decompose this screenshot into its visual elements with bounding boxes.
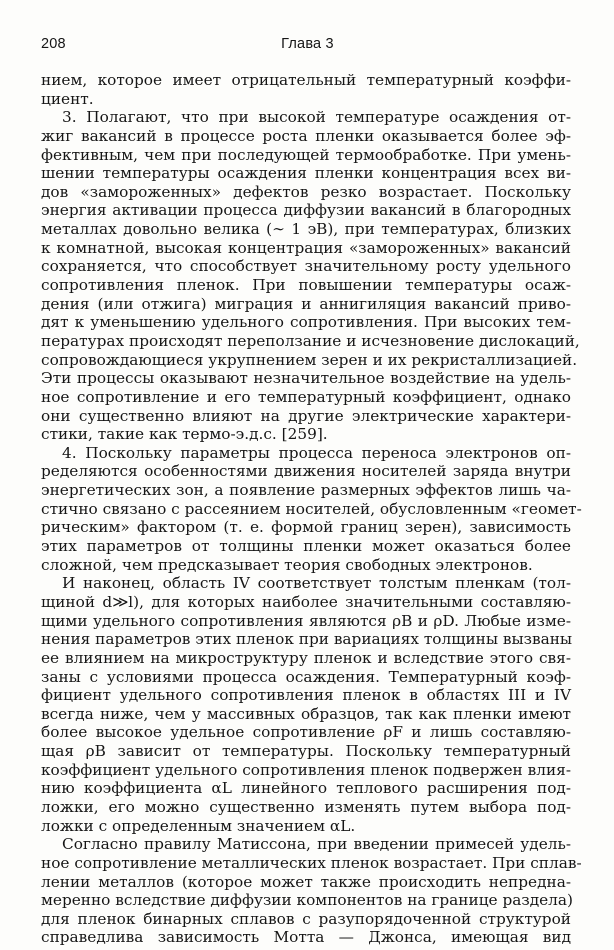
text-line: коэффициент удельного сопротивления пленок подвержен влия-: [41, 760, 571, 779]
text-line: сохраняется, что способствует значительному росту удельного: [41, 257, 571, 276]
text-line: Эти процессы оказывают незначительное воздействие на удель-: [41, 369, 571, 388]
text-line: более высокое удельное сопротивление ρF и лишь составляю-: [41, 723, 571, 742]
text-line: энергетических зон, а появление размерных эффектов лишь ча-: [41, 481, 571, 500]
running-header: [41, 36, 574, 58]
text-line: ее влиянием на микроструктуру пленок и вследствие этого свя-: [41, 648, 571, 667]
text-line: ное сопротивление металлических пленок возрастает. При сплав-: [41, 853, 582, 872]
text-line: 4. Поскольку параметры процесса переноса электронов оп-: [62, 443, 571, 462]
text-line: ложки с определенным значением αL.: [41, 816, 356, 835]
text-line: ное сопротивление и его температурный коэффициент, однако: [41, 387, 571, 406]
text-line: меренно вследствие диффузии компонентов на границе раздела): [41, 891, 573, 910]
text-line: справедлива зависимость Мотта — Джонса, имеющая вид: [41, 928, 571, 947]
text-line: Согласно правилу Матиссона, при введении примесей удель-: [62, 835, 571, 854]
text-line: они существенно влияют на другие электрические характери-: [41, 406, 571, 425]
text-line: фициент удельного сопротивления пленок в областях III и IV: [41, 686, 571, 705]
text-line: пературах происходят переползание и исчезновение дислокаций,: [41, 331, 580, 350]
text-line: дят к уменьшению удельного сопротивления. При высоких тем-: [41, 313, 571, 332]
chapter-title: Глава 3: [281, 36, 334, 52]
text-line: 3. Полагают, что при высокой температуре осаждения от-: [62, 108, 571, 127]
text-line: нием, которое имеет отрицательный температурный коэффи-: [41, 71, 571, 89]
page-number: 208: [41, 36, 66, 52]
text-line: щими удельного сопротивления являются ρB и ρD. Любые изме-: [41, 611, 571, 630]
text-line: нию коэффициента αL линейного теплового расширения под-: [41, 779, 571, 798]
text-line: нения параметров этих пленок при вариациях толщины вызваны: [41, 630, 573, 649]
text-line: для пленок бинарных сплавов с разупорядоченной структурой: [41, 909, 571, 928]
text-line: дов «замороженных» дефектов резко возрастает. Поскольку: [41, 182, 571, 201]
text-line: циент.: [41, 89, 94, 108]
text-line: металлах довольно велика (∼ 1 эВ), при температурах, близких: [41, 220, 571, 239]
text-line: сопровождающиеся укрупнением зерен и их рекристаллизацией.: [41, 350, 578, 369]
text-line: рическим» фактором (т. е. формой границ зерен), зависимость: [41, 518, 571, 537]
text-line: ложки, его можно существенно изменять путем выбора под-: [41, 797, 571, 816]
text-line: дения (или отжига) миграция и аннигиляция вакансий приво-: [41, 294, 571, 313]
text-line: этих параметров от толщины пленки может оказаться более: [41, 537, 571, 556]
text-line: лении металлов (которое может также происходить непредна-: [41, 872, 571, 891]
text-line: И наконец, область IV соответствует толстым пленкам (тол-: [62, 574, 571, 593]
text-line: энергия активации процесса диффузии вакансий в благородных: [41, 201, 571, 220]
text-line: ределяются особенностями движения носителей заряда внутри: [41, 462, 571, 481]
text-line: жиг вакансий в процессе роста пленки оказывается более эф-: [41, 126, 571, 145]
text-line: стики, такие как термо-э.д.с. [259].: [41, 425, 328, 444]
text-line: сложной, чем предсказывает теория свободных электронов.: [41, 555, 533, 574]
text-line: фективным, чем при последующей термообработке. При умень-: [41, 145, 571, 164]
text-line: щиной d≫l), для которых наиболее значительными составляю-: [41, 592, 571, 611]
text-line: щая ρB зависит от температуры. Поскольку температурный: [41, 742, 571, 761]
body-text: [41, 71, 582, 947]
text-line: к комнатной, высокая концентрация «замороженных» вакансий: [41, 238, 571, 257]
text-line: сопротивления пленок. При повышении температуры осаж-: [41, 276, 571, 295]
text-line: стично связано с рассеянием носителей, обусловленным «геомет-: [41, 499, 582, 518]
text-line: заны с условиями процесса осаждения. Температурный коэф-: [41, 667, 571, 686]
text-line: шении температуры осаждения пленки концентрация всех ви-: [41, 164, 571, 183]
text-line: всегда ниже, чем у массивных образцов, так как пленки имеют: [41, 704, 571, 723]
